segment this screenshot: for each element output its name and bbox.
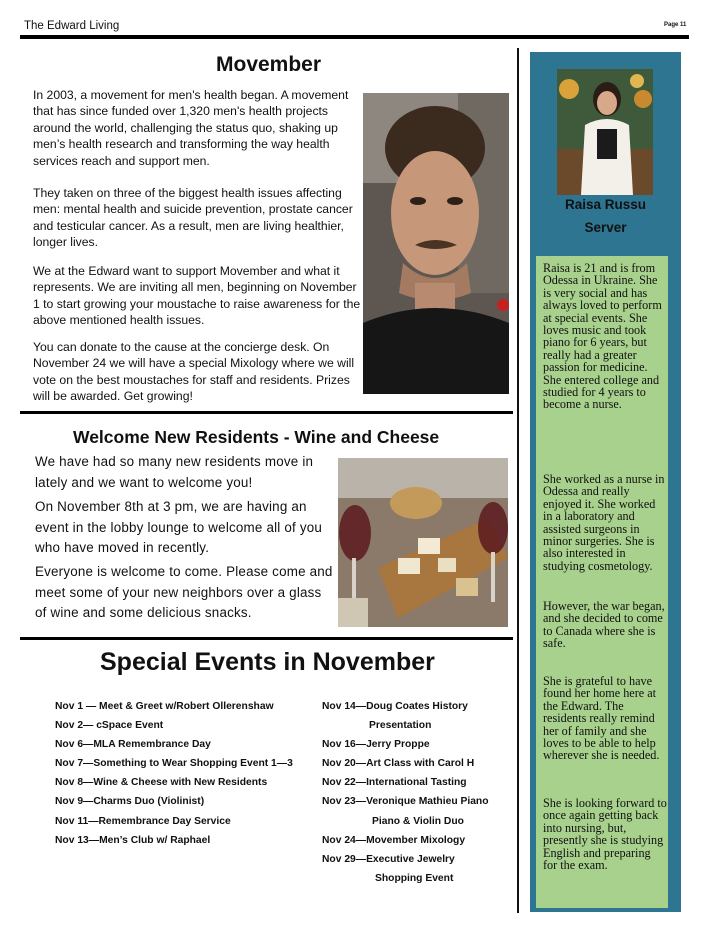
event-item: Nov 11—Remembrance Day Service bbox=[55, 816, 231, 827]
bio-paragraph-2: She worked as a nurse in Odessa and really enjoyed it. She worked in a laboratory and assisted surgeons in minor surgeries. She is also interested in studying cosmetology. bbox=[543, 472, 665, 573]
event-item: Nov 6—MLA Remembrance Day bbox=[55, 739, 211, 750]
event-item-continued: Piano & Violin Duo bbox=[372, 816, 464, 827]
welcome-paragraph-3: Everyone is welcome to come. Please come and meet some of your new neighbors over a glass of wine and some delicious snacks. bbox=[35, 564, 333, 620]
event-item-continued: Shopping Event bbox=[375, 873, 454, 884]
event-item: Nov 24—Movember Mixology bbox=[322, 835, 466, 846]
bio-paragraph-1: Raisa is 21 and is from Odessa in Ukraine. She is very social and has always loved to perform at special events. She loves music and took piano for 6 years, but really had a greater passion for medicine. She entered college and studied for 4 years to become a nurse. bbox=[543, 261, 662, 412]
event-item: Nov 13—Men’s Club w/ Raphael bbox=[55, 835, 211, 846]
profile-name: Raisa Russu bbox=[564, 197, 647, 212]
movember-title: Movember bbox=[216, 53, 322, 76]
movember-paragraph-1: In 2003, a movement for men's health began. A movement that has since funded over 1,320 men's health projects around the world, challenging the status quo, shaking up men’s health research and transforming the way health services reach and support men. bbox=[33, 88, 349, 168]
event-item: Nov 2— cSpace Event bbox=[55, 720, 164, 731]
welcome-title: Welcome New Residents - Wine and Cheese bbox=[73, 427, 440, 447]
event-item-continued: Presentation bbox=[369, 720, 432, 731]
welcome-paragraph-2: On November 8th at 3 pm, we are having an event in the lobby lounge to welcome all of you who have moved in recently. bbox=[35, 499, 323, 555]
event-item: Nov 1 — Meet & Greet w/Robert Ollerenshaw bbox=[55, 701, 274, 712]
wine-cheese-photo bbox=[338, 458, 508, 627]
movember-paragraph-4: You can donate to the cause at the concierge desk. On November 24 we will have a special Mixology where we will vote on the best moustaches for staff and residents. Prizes will be awarded. Get growing! bbox=[33, 340, 355, 404]
bio-paragraph-4: She is grateful to have found her home here at the Edward. The residents really remind her of family and she loves to be able to help wherever she is needed. bbox=[543, 674, 660, 763]
movember-man-photo bbox=[363, 93, 509, 394]
profile-role: Server bbox=[584, 220, 627, 235]
page-number: Page 11 bbox=[664, 22, 687, 28]
welcome-paragraph-1: We have had so many new residents move in lately and we want to welcome you! bbox=[35, 454, 314, 490]
event-item: Nov 16—Jerry Proppe bbox=[322, 739, 430, 750]
section-rule-1 bbox=[20, 411, 513, 414]
event-item: Nov 14—Doug Coates History bbox=[322, 701, 468, 712]
header-rule bbox=[20, 35, 689, 39]
events-title: Special Events in November bbox=[100, 648, 435, 676]
event-item: Nov 23—Veronique Mathieu Piano bbox=[322, 796, 489, 807]
movember-paragraph-3: We at the Edward want to support Movember and what it represents. We are inviting all men, beginning on November 1 to start growing your moustache to raise awareness for the above mentioned health issues. bbox=[33, 264, 361, 328]
column-divider bbox=[517, 48, 519, 913]
raisa-photo bbox=[557, 69, 653, 195]
event-item: Nov 9—Charms Duo (Violinist) bbox=[55, 796, 205, 807]
newsletter-title: The Edward Living bbox=[24, 20, 120, 32]
event-item: Nov 8—Wine & Cheese with New Residents bbox=[55, 777, 268, 788]
bio-paragraph-3: However, the war began, and she decided to come to Canada where she is safe. bbox=[543, 599, 665, 651]
event-item: Nov 22—International Tasting bbox=[322, 777, 467, 788]
bio-paragraph-5: She is looking forward to once again getting back into nursing, but, presently she is studying English and preparing for the exam. bbox=[543, 796, 667, 873]
movember-paragraph-2: They taken on three of the biggest health issues affecting men: mental health and suicide prevention, prostate cancer and testicular cancer. As a result, men are living healthier, longer lives. bbox=[33, 186, 353, 250]
event-item: Nov 29—Executive Jewelry bbox=[322, 854, 455, 865]
event-item: Nov 7—Something to Wear Shopping Event 1—3 bbox=[55, 758, 293, 769]
event-item: Nov 20—Art Class with Carol H bbox=[322, 758, 475, 769]
section-rule-2 bbox=[20, 637, 513, 640]
